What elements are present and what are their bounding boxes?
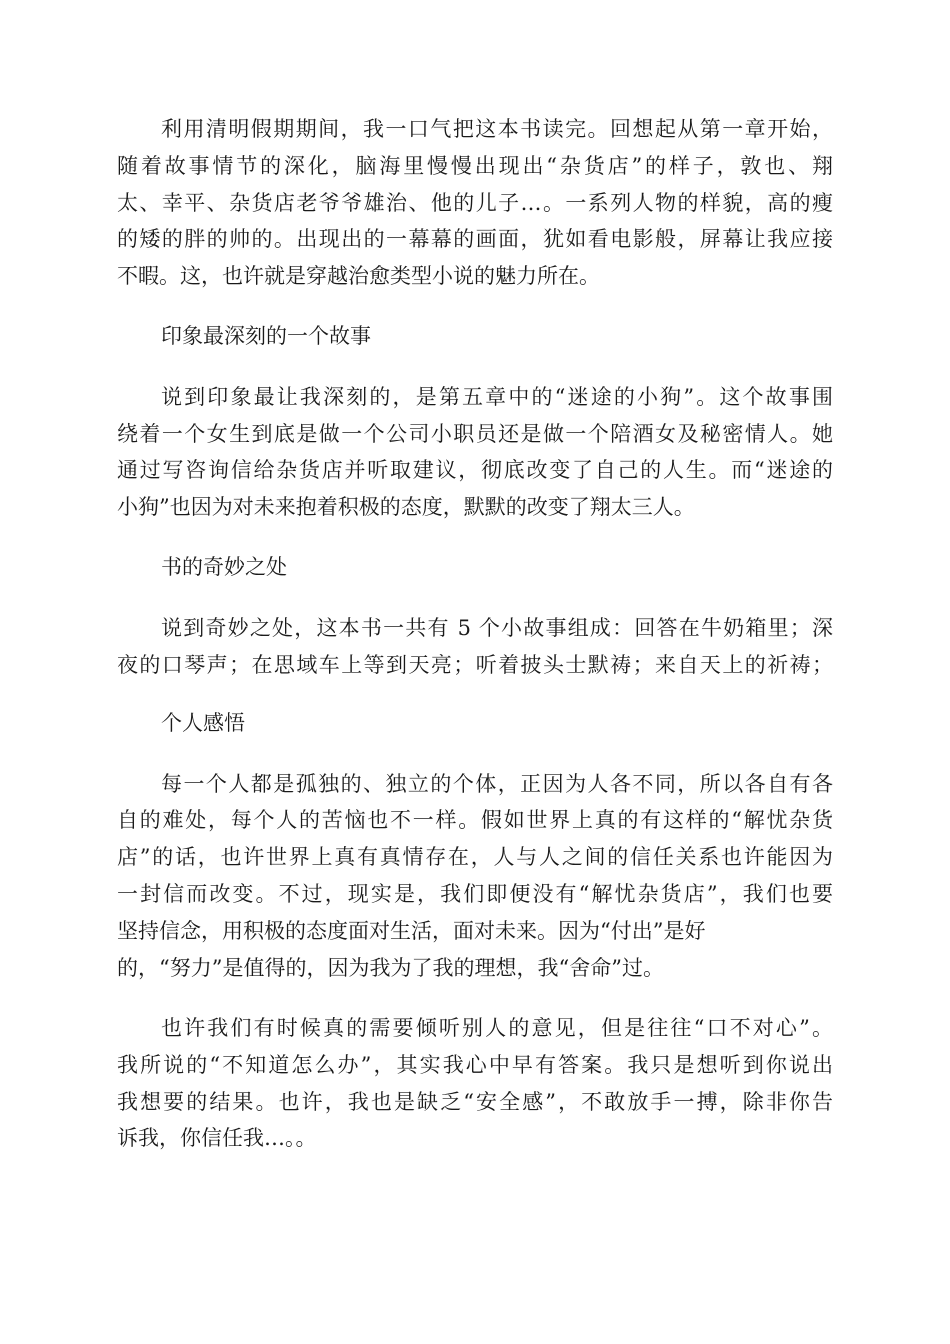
section-heading: 印象最深刻的一个故事 [161, 324, 371, 349]
section-heading: 个人感悟 [161, 711, 245, 736]
text-line: 随着故事情节的深化，脑海里慢慢出现出“杂货店”的样子，敦也、翔 [117, 153, 833, 178]
text-line: 小狗”也因为对未来抱着积极的态度，默默的改变了翔太三人。 [117, 495, 695, 520]
spacer [117, 526, 833, 550]
paragraph-2 [117, 379, 833, 526]
spacer [117, 586, 833, 610]
text-line: 的，“努力”是值得的，因为我为了我的理想，我“舍命”过。 [117, 955, 664, 980]
text-line: 店”的话，也许世界上真有真情存在，人与人之间的信任关系也许能因为 [117, 845, 833, 870]
text-line: 坚持信念，用积极的态度面对生活，面对未来。因为“付出”是好 [117, 918, 706, 943]
text-line: 诉我，你信任我…。。 [117, 1126, 317, 1151]
text-line: 说到奇妙之处，这本书一共有 5 个小故事组成：回答在牛奶箱里；深 [161, 615, 833, 640]
text-line: 说到印象最让我深刻的，是第五章中的“迷途的小狗”。这个故事围 [161, 384, 833, 409]
paragraph-3 [117, 610, 833, 684]
paragraph-5 [117, 1010, 833, 1157]
spacer [117, 295, 833, 319]
spacer [117, 986, 833, 1010]
spacer [117, 683, 833, 705]
text-line: 太、幸平、杂货店老爷爷雄治、他的儿子…。一系列人物的样貌，高的瘦 [117, 190, 833, 215]
paragraph-1 [117, 111, 833, 295]
spacer [117, 742, 833, 766]
spacer [117, 355, 833, 379]
section-heading: 书的奇妙之处 [161, 555, 287, 580]
text-line: 每一个人都是孤独的、独立的个体，正因为人各不同，所以各自有各 [161, 771, 833, 796]
document-body [117, 111, 833, 1157]
paragraph-4 [117, 766, 833, 987]
text-line: 夜的口琴声；在思域车上等到天亮；听着披头士默祷；来自天上的祈祷； [117, 652, 833, 677]
text-line: 我想要的结果。也许，我也是缺乏“安全感”，不敢放手一搏，除非你告 [117, 1089, 833, 1114]
text-line: 的矮的胖的帅的。出现出的一幕幕的画面，犹如看电影般，屏幕让我应接 [117, 227, 833, 252]
text-line: 自的难处，每个人的苦恼也不一样。假如世界上真的有这样的“解忧杂货 [117, 808, 833, 833]
text-line: 也许我们有时候真的需要倾听别人的意见，但是往往“口不对心”。 [161, 1015, 833, 1040]
text-line: 绕着一个女生到底是做一个公司小职员还是做一个陪酒女及秘密情人。她 [117, 421, 833, 446]
text-line: 通过写咨询信给杂货店并听取建议，彻底改变了自己的人生。而“迷途的 [117, 458, 833, 483]
text-line: 一封信而改变。不过，现实是，我们即便没有“解忧杂货店”，我们也要 [117, 882, 833, 907]
text-line: 我所说的“不知道怎么办”，其实我心中早有答案。我只是想听到你说出 [117, 1052, 833, 1077]
text-line: 利用清明假期期间，我一口气把这本书读完。回想起从第一章开始， [161, 117, 833, 141]
text-line: 不暇。这，也许就是穿越治愈类型小说的魅力所在。 [117, 264, 600, 289]
